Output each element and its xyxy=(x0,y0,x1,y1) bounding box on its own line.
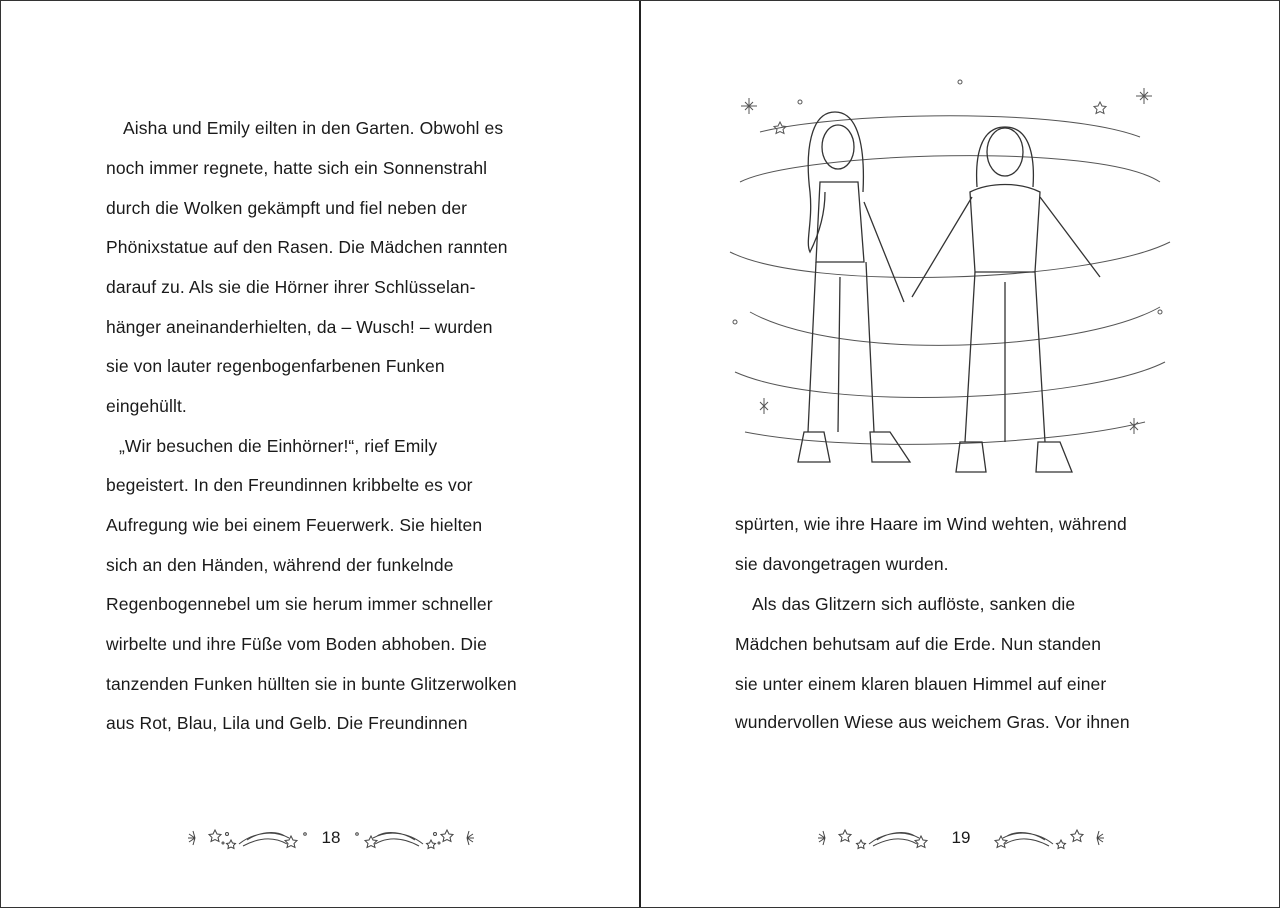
star-ornament-icon xyxy=(350,826,475,850)
page-number: 19 xyxy=(951,828,971,847)
text-line: wundervollen Wiese aus weichem Gras. Vor ihnen xyxy=(735,712,1130,732)
page-number: 18 xyxy=(321,828,341,847)
text-line: spürten, wie ihre Haare im Wind wehten, während xyxy=(735,514,1127,534)
star-ornament-icon xyxy=(817,826,942,850)
star-ornament-icon xyxy=(187,826,312,850)
text-line: Als das Glitzern sich auflöste, sanken die xyxy=(752,594,1076,614)
text-line: sich an den Händen, während der funkelnde xyxy=(106,555,454,575)
sparkles xyxy=(733,80,1162,434)
text-line: Phönixstatue auf den Rasen. Die Mädchen rannten xyxy=(106,237,508,257)
text-line: sie unter einem klaren blauen Himmel auf einer xyxy=(735,674,1107,694)
text-line: tanzenden Funken hüllten sie in bunte Glitzerwolken xyxy=(106,674,517,694)
text-line: eingehüllt. xyxy=(106,396,187,416)
book-spine-divider xyxy=(639,0,641,908)
text-line: hänger aneinanderhielten, da – Wusch! – wurden xyxy=(106,317,493,337)
text-line: „Wir besuchen die Einhörner!“, rief Emily xyxy=(119,436,438,456)
text-line: Aisha und Emily eilten in den Garten. Obwohl es xyxy=(123,118,504,138)
text-line: wirbelte und ihre Füße vom Boden abhoben. Die xyxy=(106,634,487,654)
illustration-girls-holding-hands xyxy=(720,72,1180,502)
text-line: begeistert. In den Freundinnen kribbelte es vor xyxy=(106,475,473,495)
text-line: sie davongetragen wurden. xyxy=(735,554,949,574)
text-line: Regenbogennebel um sie herum immer schneller xyxy=(106,594,493,614)
swirl-lines xyxy=(730,116,1170,445)
text-line: sie von lauter regenbogenfarbenen Funken xyxy=(106,356,445,376)
page-footer xyxy=(811,826,1111,850)
page-footer xyxy=(181,826,481,850)
text-line: darauf zu. Als sie die Hörner ihrer Schlüsselan- xyxy=(106,277,476,297)
text-line: aus Rot, Blau, Lila und Gelb. Die Freundinnen xyxy=(106,713,468,733)
text-line: durch die Wolken gekämpft und fiel neben der xyxy=(106,198,468,218)
star-ornament-icon xyxy=(980,826,1105,850)
text-line: Mädchen behutsam auf die Erde. Nun standen xyxy=(735,634,1102,654)
girl-right xyxy=(912,127,1100,472)
text-line: Aufregung wie bei einem Feuerwerk. Sie hielten xyxy=(106,515,483,535)
text-line: noch immer regnete, hatte sich ein Sonnenstrahl xyxy=(106,158,488,178)
